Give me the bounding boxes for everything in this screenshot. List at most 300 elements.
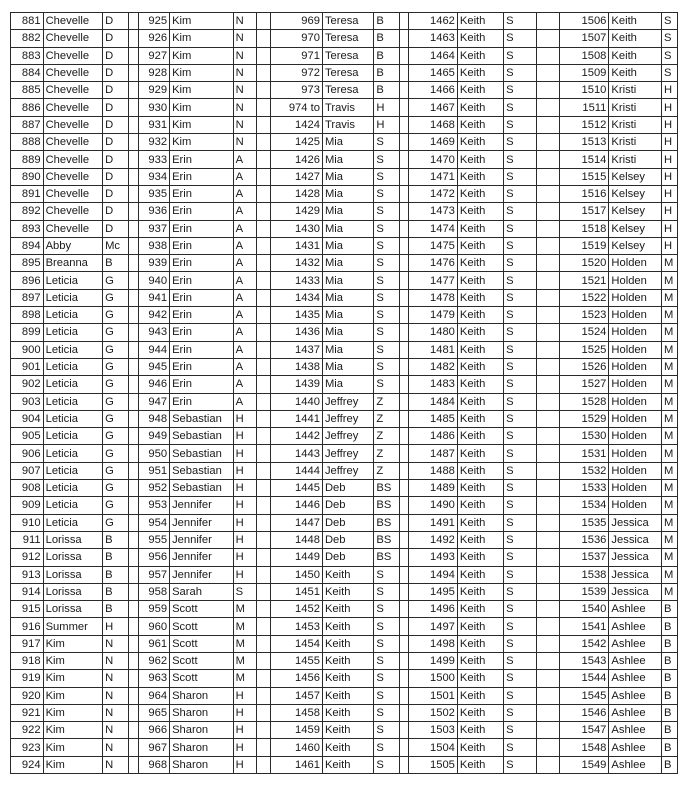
entry-name: Leticia <box>43 324 103 341</box>
entry-number: 1516 <box>560 185 609 202</box>
entry-name: Mia <box>322 324 373 341</box>
entry-number: 1439 <box>270 376 322 393</box>
entry-name: Kim <box>43 704 103 721</box>
entry-number: 1531 <box>560 445 609 462</box>
spacer-cell <box>400 99 409 116</box>
spacer-cell <box>128 756 139 773</box>
entry-code: G <box>103 428 129 445</box>
entry-code: S <box>504 47 537 64</box>
entry-number: 1524 <box>560 324 609 341</box>
entry-name: Keith <box>457 151 503 168</box>
entry-name: Kim <box>43 756 103 773</box>
entry-number: 1460 <box>270 739 322 756</box>
entry-code: G <box>103 324 129 341</box>
entry-number: 1425 <box>270 134 322 151</box>
entry-code: S <box>504 428 537 445</box>
entry-number: 1443 <box>270 445 322 462</box>
entry-code: G <box>103 393 129 410</box>
entry-name: Keith <box>457 82 503 99</box>
entry-number: 1497 <box>408 618 457 635</box>
entry-name: Kelsey <box>609 220 662 237</box>
entry-code: M <box>661 255 677 272</box>
spacer-cell <box>128 566 139 583</box>
entry-code: N <box>103 722 129 739</box>
entry-name: Ashlee <box>609 687 662 704</box>
entry-number: 1542 <box>560 635 609 652</box>
entry-number: 1430 <box>270 220 322 237</box>
spacer-cell <box>400 341 409 358</box>
entry-name: Chevelle <box>43 151 103 168</box>
entry-code: G <box>103 341 129 358</box>
entry-code: D <box>103 134 129 151</box>
entry-name: Lorissa <box>43 531 103 548</box>
entry-name: Ashlee <box>609 756 662 773</box>
entry-number: 1511 <box>560 99 609 116</box>
table-row <box>11 601 678 618</box>
entry-name: Ashlee <box>609 601 662 618</box>
entry-number: 1501 <box>408 687 457 704</box>
entry-code: A <box>233 151 257 168</box>
entry-name: Leticia <box>43 445 103 462</box>
entry-name: Erin <box>170 168 234 185</box>
entry-code: S <box>504 358 537 375</box>
spacer-cell <box>400 739 409 756</box>
entry-number: 1537 <box>560 549 609 566</box>
spacer-cell <box>537 341 560 358</box>
entry-code: N <box>103 756 129 773</box>
entry-code: H <box>374 116 400 133</box>
entry-number: 1448 <box>270 531 322 548</box>
entry-code: M <box>661 445 677 462</box>
entry-name: Keith <box>457 358 503 375</box>
spacer-cell <box>537 583 560 600</box>
entry-number: 945 <box>139 358 170 375</box>
entry-name: Ashlee <box>609 739 662 756</box>
entry-code: A <box>233 272 257 289</box>
entry-number: 1548 <box>560 739 609 756</box>
entry-name: Jennifer <box>170 531 234 548</box>
spacer-cell <box>257 168 270 185</box>
entry-name: Mia <box>322 376 373 393</box>
entry-name: Keith <box>609 47 662 64</box>
entry-number: 950 <box>139 445 170 462</box>
entry-name: Holden <box>609 480 662 497</box>
spacer-cell <box>257 324 270 341</box>
entry-number: 1505 <box>408 756 457 773</box>
entry-name: Leticia <box>43 497 103 514</box>
entry-number: 1498 <box>408 635 457 652</box>
spacer-cell <box>537 410 560 427</box>
spacer-cell <box>537 13 560 30</box>
entry-number: 1485 <box>408 410 457 427</box>
entry-name: Chevelle <box>43 82 103 99</box>
entry-number: 1429 <box>270 203 322 220</box>
spacer-cell <box>257 376 270 393</box>
entry-number: 1503 <box>408 722 457 739</box>
entry-name: Kim <box>170 47 234 64</box>
entry-code: H <box>661 185 677 202</box>
entry-number: 1469 <box>408 134 457 151</box>
spacer-cell <box>257 566 270 583</box>
table-row <box>11 566 678 583</box>
entry-code: G <box>103 358 129 375</box>
spacer-cell <box>400 376 409 393</box>
entry-code: BS <box>374 531 400 548</box>
entry-name: Sarah <box>170 583 234 600</box>
spacer-cell <box>128 272 139 289</box>
entry-code: Z <box>374 428 400 445</box>
entry-code: S <box>504 376 537 393</box>
entry-name: Mia <box>322 134 373 151</box>
spacer-cell <box>257 670 270 687</box>
entry-number: 1534 <box>560 497 609 514</box>
spacer-cell <box>257 687 270 704</box>
entry-code: S <box>374 134 400 151</box>
entry-name: Jessica <box>609 514 662 531</box>
entry-code: H <box>233 514 257 531</box>
entry-code: S <box>504 272 537 289</box>
entry-code: S <box>661 47 677 64</box>
entry-code: H <box>661 99 677 116</box>
entry-name: Ashlee <box>609 635 662 652</box>
entry-number: 1492 <box>408 531 457 548</box>
spacer-cell <box>257 549 270 566</box>
entry-name: Mia <box>322 289 373 306</box>
entry-name: Chevelle <box>43 116 103 133</box>
entry-code: N <box>233 99 257 116</box>
spacer-cell <box>400 134 409 151</box>
entry-name: Mia <box>322 358 373 375</box>
entry-number: 1546 <box>560 704 609 721</box>
entry-name: Keith <box>457 99 503 116</box>
entry-number: 956 <box>139 549 170 566</box>
entry-number: 1541 <box>560 618 609 635</box>
entry-name: Keith <box>457 341 503 358</box>
spacer-cell <box>128 237 139 254</box>
entry-name: Mia <box>322 151 373 168</box>
entry-name: Holden <box>609 289 662 306</box>
spacer-cell <box>400 13 409 30</box>
entry-name: Keith <box>457 462 503 479</box>
spacer-cell <box>257 410 270 427</box>
entry-code: A <box>233 376 257 393</box>
entry-number: 942 <box>139 307 170 324</box>
entry-code: D <box>103 64 129 81</box>
entry-code: BS <box>374 514 400 531</box>
entry-number: 1484 <box>408 393 457 410</box>
entry-code: M <box>661 428 677 445</box>
entry-number: 1480 <box>408 324 457 341</box>
entry-number: 900 <box>11 341 44 358</box>
entry-code: D <box>103 47 129 64</box>
entry-code: S <box>374 739 400 756</box>
entry-name: Teresa <box>322 30 373 47</box>
entry-name: Keith <box>457 549 503 566</box>
entry-code: S <box>504 652 537 669</box>
spacer-cell <box>537 601 560 618</box>
entry-name: Keith <box>322 687 373 704</box>
table-row <box>11 64 678 81</box>
entry-number: 881 <box>11 13 44 30</box>
entry-name: Jessica <box>609 583 662 600</box>
entry-code: BS <box>374 549 400 566</box>
entry-name: Keith <box>322 566 373 583</box>
entry-number: 927 <box>139 47 170 64</box>
entry-number: 1456 <box>270 670 322 687</box>
entry-number: 1476 <box>408 255 457 272</box>
entry-number: 1444 <box>270 462 322 479</box>
entry-name: Sebastian <box>170 462 234 479</box>
entry-code: M <box>661 307 677 324</box>
entry-code: M <box>661 549 677 566</box>
entry-number: 931 <box>139 116 170 133</box>
entry-number: 926 <box>139 30 170 47</box>
entry-code: S <box>504 30 537 47</box>
entry-name: Scott <box>170 618 234 635</box>
entry-number: 1470 <box>408 151 457 168</box>
entry-number: 1424 <box>270 116 322 133</box>
entry-code: S <box>374 185 400 202</box>
entry-name: Mia <box>322 185 373 202</box>
spacer-cell <box>257 237 270 254</box>
entry-name: Erin <box>170 220 234 237</box>
entry-name: Keith <box>457 704 503 721</box>
entry-number: 1457 <box>270 687 322 704</box>
entry-number: 964 <box>139 687 170 704</box>
entry-code: G <box>103 289 129 306</box>
entry-code: S <box>374 376 400 393</box>
entry-number: 934 <box>139 168 170 185</box>
entry-number: 1509 <box>560 64 609 81</box>
entry-code: H <box>661 116 677 133</box>
entry-name: Scott <box>170 635 234 652</box>
entry-name: Keith <box>457 185 503 202</box>
entry-number: 1508 <box>560 47 609 64</box>
entry-number: 1530 <box>560 428 609 445</box>
entry-name: Kelsey <box>609 203 662 220</box>
table-row <box>11 704 678 721</box>
entry-code: H <box>661 203 677 220</box>
entry-name: Kim <box>43 652 103 669</box>
entry-code: H <box>233 722 257 739</box>
spacer-cell <box>257 134 270 151</box>
entry-name: Kim <box>170 82 234 99</box>
entry-name: Lorissa <box>43 583 103 600</box>
entry-name: Deb <box>322 549 373 566</box>
entry-name: Kristi <box>609 99 662 116</box>
entry-code: M <box>661 341 677 358</box>
spacer-cell <box>257 445 270 462</box>
table-row <box>11 99 678 116</box>
entry-code: H <box>233 704 257 721</box>
spacer-cell <box>257 64 270 81</box>
entry-number: 1521 <box>560 272 609 289</box>
entry-name: Jeffrey <box>322 393 373 410</box>
entry-number: 1454 <box>270 635 322 652</box>
entry-number: 897 <box>11 289 44 306</box>
entry-code: S <box>504 64 537 81</box>
entry-name: Leticia <box>43 358 103 375</box>
entry-number: 1458 <box>270 704 322 721</box>
entry-number: 1445 <box>270 480 322 497</box>
spacer-cell <box>537 203 560 220</box>
spacer-cell <box>400 64 409 81</box>
entry-number: 1525 <box>560 341 609 358</box>
entry-number: 1464 <box>408 47 457 64</box>
table-row <box>11 47 678 64</box>
spacer-cell <box>400 618 409 635</box>
table-row <box>11 134 678 151</box>
entry-name: Kim <box>170 13 234 30</box>
spacer-cell <box>128 168 139 185</box>
table-row <box>11 497 678 514</box>
entry-name: Leticia <box>43 393 103 410</box>
table-row <box>11 393 678 410</box>
entry-number: 1471 <box>408 168 457 185</box>
entry-number: 1474 <box>408 220 457 237</box>
entry-code: M <box>661 376 677 393</box>
entry-number: 1465 <box>408 64 457 81</box>
entry-number: 1426 <box>270 151 322 168</box>
entry-code: S <box>504 410 537 427</box>
spacer-cell <box>537 47 560 64</box>
entry-code: S <box>504 203 537 220</box>
entry-number: 1506 <box>560 13 609 30</box>
spacer-cell <box>400 393 409 410</box>
table-row <box>11 203 678 220</box>
spacer-cell <box>128 47 139 64</box>
spacer-cell <box>537 756 560 773</box>
entry-number: 940 <box>139 272 170 289</box>
entry-code: N <box>233 47 257 64</box>
entry-code: S <box>504 99 537 116</box>
entry-code: N <box>103 670 129 687</box>
entry-number: 937 <box>139 220 170 237</box>
entry-code: A <box>233 358 257 375</box>
entry-code: S <box>504 549 537 566</box>
spacer-cell <box>537 237 560 254</box>
entry-number: 1463 <box>408 30 457 47</box>
entry-code: S <box>504 116 537 133</box>
entry-code: D <box>103 168 129 185</box>
entry-name: Keith <box>457 237 503 254</box>
entry-code: S <box>374 618 400 635</box>
spacer-cell <box>257 220 270 237</box>
entry-name: Chevelle <box>43 64 103 81</box>
entry-number: 1481 <box>408 341 457 358</box>
entry-code: H <box>661 168 677 185</box>
entry-number: 1513 <box>560 134 609 151</box>
entry-number: 883 <box>11 47 44 64</box>
entry-code: S <box>504 445 537 462</box>
entry-name: Erin <box>170 341 234 358</box>
entry-code: B <box>103 583 129 600</box>
entry-code: S <box>504 324 537 341</box>
entry-code: B <box>661 756 677 773</box>
entry-name: Erin <box>170 324 234 341</box>
spacer-cell <box>400 635 409 652</box>
entry-name: Jeffrey <box>322 410 373 427</box>
entry-code: S <box>504 618 537 635</box>
entry-code: S <box>504 462 537 479</box>
spacer-cell <box>257 185 270 202</box>
entry-code: M <box>661 358 677 375</box>
spacer-cell <box>128 376 139 393</box>
entry-name: Erin <box>170 307 234 324</box>
entry-code: H <box>661 134 677 151</box>
entry-number: 898 <box>11 307 44 324</box>
entry-code: H <box>233 480 257 497</box>
entry-name: Leticia <box>43 341 103 358</box>
spacer-cell <box>537 272 560 289</box>
spacer-cell <box>257 30 270 47</box>
entry-code: M <box>661 583 677 600</box>
spacer-cell <box>400 116 409 133</box>
entry-number: 958 <box>139 583 170 600</box>
spacer-cell <box>400 445 409 462</box>
table-row <box>11 82 678 99</box>
entry-code: B <box>661 722 677 739</box>
entry-number: 1450 <box>270 566 322 583</box>
entry-number: 1466 <box>408 82 457 99</box>
spacer-cell <box>537 428 560 445</box>
entry-code: N <box>233 134 257 151</box>
entry-code: S <box>374 601 400 618</box>
entry-code: H <box>661 151 677 168</box>
entry-code: S <box>374 203 400 220</box>
entry-number: 1526 <box>560 358 609 375</box>
spacer-cell <box>400 151 409 168</box>
entry-number: 1507 <box>560 30 609 47</box>
spacer-cell <box>128 82 139 99</box>
entry-name: Keith <box>457 410 503 427</box>
entry-name: Holden <box>609 393 662 410</box>
spacer-cell <box>128 307 139 324</box>
entry-name: Kristi <box>609 116 662 133</box>
entry-name: Chevelle <box>43 47 103 64</box>
entry-code: A <box>233 237 257 254</box>
spacer-cell <box>537 549 560 566</box>
entry-name: Kim <box>170 134 234 151</box>
entry-code: S <box>374 324 400 341</box>
entry-name: Ashlee <box>609 722 662 739</box>
entry-code: A <box>233 168 257 185</box>
entry-name: Kim <box>43 739 103 756</box>
entry-number: 910 <box>11 514 44 531</box>
spacer-cell <box>128 445 139 462</box>
entry-name: Keith <box>457 324 503 341</box>
entry-name: Holden <box>609 255 662 272</box>
entry-name: Kim <box>43 670 103 687</box>
table-row <box>11 255 678 272</box>
spacer-cell <box>537 739 560 756</box>
entry-name: Sharon <box>170 704 234 721</box>
spacer-cell <box>400 687 409 704</box>
entry-name: Kim <box>43 687 103 704</box>
entry-code: G <box>103 514 129 531</box>
entry-number: 972 <box>270 64 322 81</box>
spacer-cell <box>257 151 270 168</box>
entry-code: S <box>374 341 400 358</box>
entry-code: G <box>103 376 129 393</box>
entry-number: 1538 <box>560 566 609 583</box>
entry-code: N <box>233 13 257 30</box>
entry-code: BS <box>374 480 400 497</box>
entry-name: Holden <box>609 307 662 324</box>
entry-code: M <box>661 514 677 531</box>
entry-code: B <box>374 30 400 47</box>
entry-code: S <box>374 289 400 306</box>
